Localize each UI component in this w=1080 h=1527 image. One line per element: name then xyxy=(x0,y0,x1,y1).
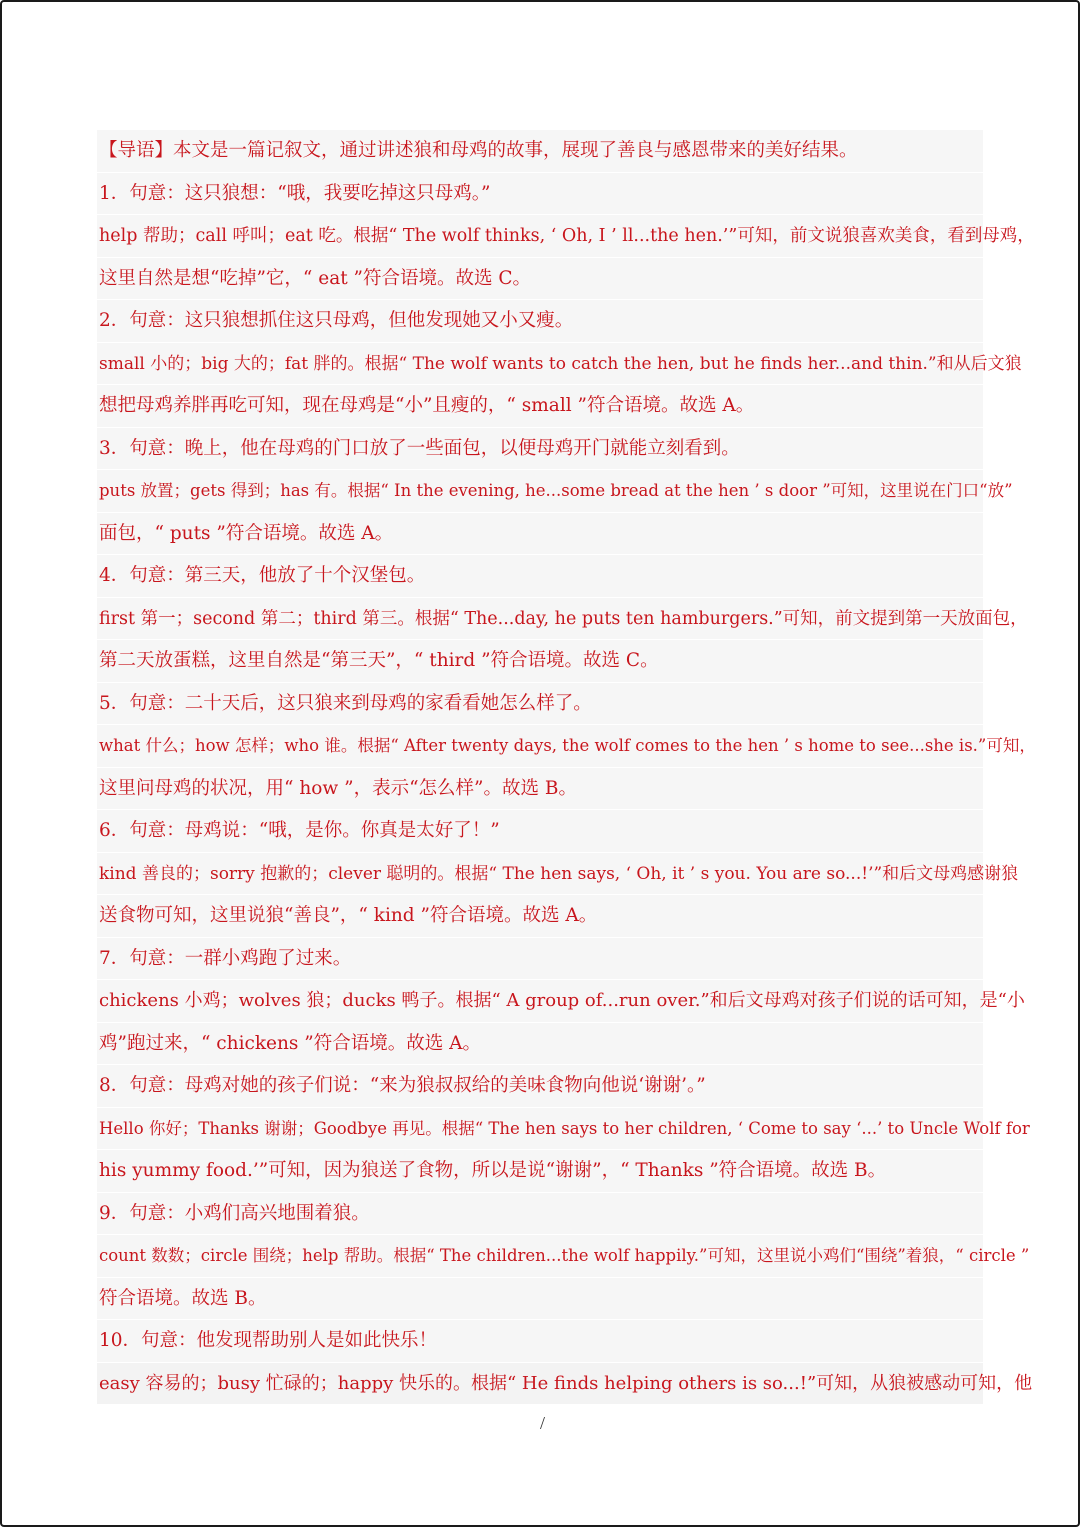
text-line: 10．句意：他发现帮助别人是如此快乐！ xyxy=(97,1320,983,1363)
text-line: 4．句意：第三天，他放了十个汉堡包。 xyxy=(97,555,983,598)
text-line: 5．句意：二十天后，这只狼来到母鸡的家看看她怎么样了。 xyxy=(97,683,983,726)
text-line: 这里自然是想“吃掉”它，“ eat ”符合语境。故选 C。 xyxy=(97,258,983,301)
text-line: 7．句意：一群小鸡跑了过来。 xyxy=(97,938,983,981)
text-line: easy 容易的；busy 忙碌的；happy 快乐的。根据“ He finds helping others is so...!”可知，从狼被感动可知，他 xyxy=(97,1363,983,1406)
text-line: 这里问母鸡的状况，用“ how ”，表示“怎么样”。故选 B。 xyxy=(97,768,983,811)
text-line: count 数数；circle 围绕；help 帮助。根据“ The children...the wolf happily.”可知，这里说小鸡们“围绕”着狼，“ circle ” xyxy=(97,1235,983,1278)
text-line: Hello 你好；Thanks 谢谢；Goodbye 再见。根据“ The hen says to her children, ‘ Come to say ‘...’ to Uncle Wolf for xyxy=(97,1108,983,1151)
text-line: 1．句意：这只狼想：“哦，我要吃掉这只母鸡。” xyxy=(97,173,983,216)
text-line: 第二天放蛋糕，这里自然是“第三天”，“ third ”符合语境。故选 C。 xyxy=(97,640,983,683)
page-number: / xyxy=(540,1413,546,1433)
text-line: what 什么；how 怎样；who 谁。根据“ After twenty days, the wolf comes to the hen ’ s home to see...she is.”可知， xyxy=(97,725,983,768)
text-line: his yummy food.’”可知，因为狼送了食物，所以是说“谢谢”，“ Thanks ”符合语境。故选 B。 xyxy=(97,1150,983,1193)
text-line: 送食物可知，这里说狼“善良”，“ kind ”符合语境。故选 A。 xyxy=(97,895,983,938)
text-line: help 帮助；call 呼叫；eat 吃。根据“ The wolf thinks, ‘ Oh, I ’ ll...the hen.’”可知，前文说狼喜欢美食，看到母鸡， xyxy=(97,215,983,258)
text-line: kind 善良的；sorry 抱歉的；clever 聪明的。根据“ The hen says, ‘ Oh, it ’ s you. You are so...!’”和后文母鸡感谢狼 xyxy=(97,853,983,896)
text-line: 9．句意：小鸡们高兴地围着狼。 xyxy=(97,1193,983,1236)
text-line: 符合语境。故选 B。 xyxy=(97,1278,983,1321)
text-line: 3．句意：晚上，他在母鸡的门口放了一些面包，以便母鸡开门就能立刻看到。 xyxy=(97,428,983,471)
text-line: 8．句意：母鸡对她的孩子们说：“来为狼叔叔给的美味食物向他说‘谢谢’。” xyxy=(97,1065,983,1108)
text-line: puts 放置；gets 得到；has 有。根据“ In the evening, he...some bread at the hen ’ s door ”可知，这里说在门口“放” xyxy=(97,470,983,513)
text-line: 鸡”跑过来，“ chickens ”符合语境。故选 A。 xyxy=(97,1023,983,1066)
text-line: chickens 小鸡；wolves 狼；ducks 鸭子。根据“ A group of...run over.”和后文母鸡对孩子们说的话可知，是“小 xyxy=(97,980,983,1023)
text-line: 6．句意：母鸡说：“哦，是你。你真是太好了！” xyxy=(97,810,983,853)
text-line: 面包，“ puts ”符合语境。故选 A。 xyxy=(97,513,983,556)
text-line: small 小的；big 大的；fat 胖的。根据“ The wolf wants to catch the hen, but he finds her...and thin.”和从后文狼 xyxy=(97,343,983,386)
answer-explanation-text xyxy=(97,130,1036,1405)
intro-line: 【导语】本文是一篇记叙文，通过讲述狼和母鸡的故事，展现了善良与感恩带来的美好结果。 xyxy=(97,130,983,173)
text-line: 想把母鸡养胖再吃可知，现在母鸡是“小”且瘦的，“ small ”符合语境。故选 A。 xyxy=(97,385,983,428)
text-line: 2．句意：这只狼想抓住这只母鸡，但他发现她又小又瘦。 xyxy=(97,300,983,343)
text-line: first 第一；second 第二；third 第三。根据“ The...day, he puts ten hamburgers.”可知，前文提到第一天放面包， xyxy=(97,598,983,641)
